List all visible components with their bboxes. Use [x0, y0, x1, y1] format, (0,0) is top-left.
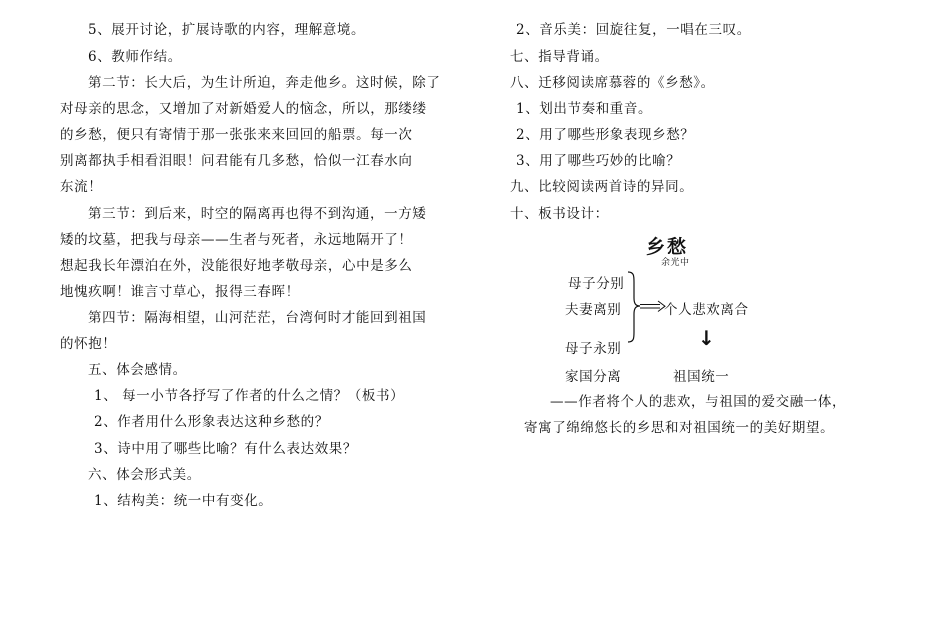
board-item-2: 夫妻离别 — [565, 302, 622, 318]
paragraph-line: 想起我长年漂泊在外，没能很好地孝敬母亲，心中是多么 — [60, 258, 413, 274]
paragraph-line: 地愧疚啊！谁言寸草心，报得三春晖！ — [60, 284, 300, 300]
paragraph-line: 对母亲的思念，又增加了对新婚爱人的恼念，所以，那缕缕 — [60, 101, 427, 117]
right-column — [510, 0, 910, 642]
paragraph-line: 第四节：隔海相望，山河茫茫，台湾何时才能回到祖国 — [88, 310, 427, 326]
section-heading: 九、比较阅读两首诗的异同。 — [510, 179, 694, 195]
question-line: 2、作者用什么形象表达这种乡愁的？ — [94, 414, 329, 430]
paragraph-line: 第二节：长大后，为生计所迫，奔走他乡。这时候，除了 — [88, 75, 441, 91]
section-heading: 八、迁移阅读席慕蓉的《乡愁》。 — [510, 75, 715, 91]
paragraph-line: 别离都执手相看泪眼！问君能有几多愁，恰似一江春水向 — [60, 153, 413, 169]
paragraph-line: 2、音乐美：回旋往复，一唱在三叹。 — [516, 22, 751, 38]
section-heading: 六、体会形式美。 — [88, 467, 201, 483]
question-line: 3、用了哪些巧妙的比喻？ — [516, 153, 681, 169]
board-title: 乡愁 — [646, 236, 689, 258]
board-item-4: 家国分离 — [565, 369, 622, 385]
paragraph-line: 5、展开讨论，扩展诗歌的内容，理解意境。 — [88, 22, 366, 38]
section-heading: 七、指导背诵。 — [510, 49, 609, 65]
board-result-country: 祖国统一 — [673, 369, 730, 385]
section-heading: 十、板书设计： — [510, 206, 609, 222]
section-heading: 五、体会感情。 — [88, 362, 187, 378]
board-summary-line-1: ——作者将个人的悲欢，与祖国的爱交融一体， — [550, 394, 847, 410]
paragraph-line: 6、教师作结。 — [88, 49, 182, 65]
question-line: 1、划出节奏和重音。 — [516, 101, 653, 117]
board-summary-line-2: 寄寓了绵绵悠长的乡思和对祖国统一的美好期望。 — [524, 420, 835, 436]
question-line: 1、 每一小节各抒写了作者的什么之情？（板书） — [94, 388, 405, 404]
board-result-personal: 个人悲欢离合 — [664, 302, 749, 318]
paragraph-line: 第三节：到后来，时空的隔离再也得不到沟通，一方矮 — [88, 206, 427, 222]
down-arrow-icon: ↓ — [698, 326, 716, 350]
paragraph-line: 的怀抱！ — [60, 336, 117, 352]
board-author: 余光中 — [661, 258, 690, 268]
question-line: 2、用了哪些形象表现乡愁？ — [516, 127, 695, 143]
board-item-3: 母子永别 — [565, 341, 622, 357]
paragraph-line: 东流！ — [60, 179, 103, 195]
left-column — [60, 0, 441, 642]
question-line: 3、诗中用了哪些比喻？有什么表达效果？ — [94, 441, 357, 457]
question-line: 1、结构美：统一中有变化。 — [94, 493, 273, 509]
board-item-1: 母子分别 — [568, 276, 625, 292]
paragraph-line: 的乡愁，便只有寄情于那一张张来来回回的船票。每一次 — [60, 127, 413, 143]
paragraph-line: 矮的坟墓，把我与母亲——生者与死者，永远地隔开了！ — [60, 232, 413, 248]
